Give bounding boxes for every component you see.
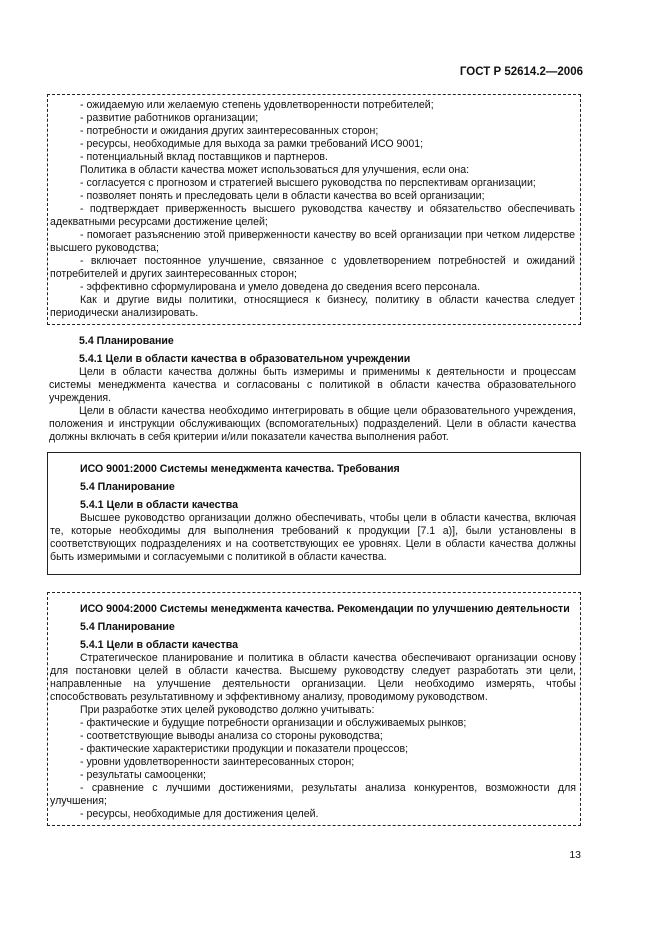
list-item: - помогает разъяснению этой приверженности качеству во всей организации при четком лидерстве высшего руководства; (50, 229, 575, 254)
subsection-heading: 5.4.1 Цели в области качества (80, 639, 238, 651)
list-item: - уровни удовлетворенности заинтересованных сторон; (80, 756, 355, 768)
list-item: - ресурсы, необходимые для выхода за рамки требований ИСО 9001; (80, 138, 424, 150)
box-title: ИСО 9001:2000 Системы менеджмента качества. Требования (80, 463, 400, 475)
policy-intro: Политика в области качества может использоваться для улучшения, если она: (80, 164, 470, 176)
list-item: - потребности и ожидания других заинтересованных сторон; (80, 125, 379, 137)
section-heading: 5.4 Планирование (79, 335, 174, 347)
iso9001-box (47, 452, 581, 575)
list-item: - фактические и будущие потребности организации и обслуживаемых рынков; (80, 717, 467, 729)
list-item: - подтверждает приверженность высшего руководства качеству и обязательство обеспечивать адекватными ресурсами достижение целей; (50, 203, 575, 228)
section-heading: 5.4 Планирование (80, 621, 175, 633)
paragraph: Цели в области качества необходимо интегрировать в общие цели образовательного учреждения, положения и инструкции обслуживающих (вспомогательных) подразделений. Цели в области качества должны включать в себя критерии и/или показатели качества выполнения работ. (49, 405, 576, 443)
list-item: - ресурсы, необходимые для достижения целей. (80, 808, 319, 820)
page-number: 13 (569, 849, 581, 861)
section-heading: 5.4 Планирование (80, 481, 175, 493)
planning-section (47, 335, 581, 444)
list-item: - согласуется с прогнозом и стратегией высшего руководства по перспективам организации; (80, 177, 536, 189)
list-item: - результаты самооценки; (80, 769, 206, 781)
iso9004-box (47, 592, 581, 826)
paragraph: Стратегическое планирование и политика в области качества обеспечивают организации основу для постановки целей в области качества. Высшему руководству следует разработать эти цели, направленные на улучшение деятельности организации. Цели необходимо измерять, чтобы способствовать результативному и эффективному анализу, проводимому руководством. (50, 652, 576, 703)
paragraph: Высшее руководство организации должно обеспечивать, чтобы цели в области качества, включая те, которые необходимы для выполнения требований к продукции [7.1 а)], были установлены в соответствующих подразделениях и на соответствующих ее уровнях. Цели в области качества должны быть измеримыми и согласуемыми с политикой в области качества. (50, 512, 576, 563)
subsection-heading: 5.4.1 Цели в области качества в образовательном учреждении (79, 353, 411, 365)
list-item: - соответствующие выводы анализа со стороны руководства; (80, 730, 383, 742)
policy-closing: Как и другие виды политики, относящиеся к бизнесу, политику в области качества следует периодически анализировать. (50, 294, 575, 319)
list-intro: При разработке этих целей руководство должно учитывать: (80, 704, 375, 716)
paragraph: Цели в области качества должны быть измеримы и применимы к деятельности и процессам системы менеджмента качества и согласованы с политикой в области качества образовательного учреждения. (49, 366, 576, 404)
subsection-heading: 5.4.1 Цели в области качества (80, 499, 238, 511)
list-item: - ожидаемую или желаемую степень удовлетворенности потребителей; (80, 99, 434, 111)
list-item: - позволяет понять и преследовать цели в области качества во всей организации; (80, 190, 485, 202)
document-header: ГОСТ Р 52614.2—2006 (459, 66, 583, 78)
list-item: - фактические характеристики продукции и показатели процессов; (80, 743, 409, 755)
list-item: - потенциальный вклад поставщиков и партнеров. (80, 151, 328, 163)
list-item: - развитие работников организации; (80, 112, 259, 124)
box-title: ИСО 9004:2000 Системы менеджмента качества. Рекомендации по улучшению деятельности (80, 603, 570, 615)
list-item: - включает постоянное улучшение, связанное с удовлетворением потребностей и ожиданий потребителей и других заинтересованных сторон; (50, 255, 575, 280)
list-item: - эффективно сформулирована и умело доведена до сведения всего персонала. (80, 281, 481, 293)
list-item: - сравнение с лучшими достижениями, результаты анализа конкурентов, возможности для улучшения; (50, 782, 576, 807)
policy-box (47, 94, 581, 325)
